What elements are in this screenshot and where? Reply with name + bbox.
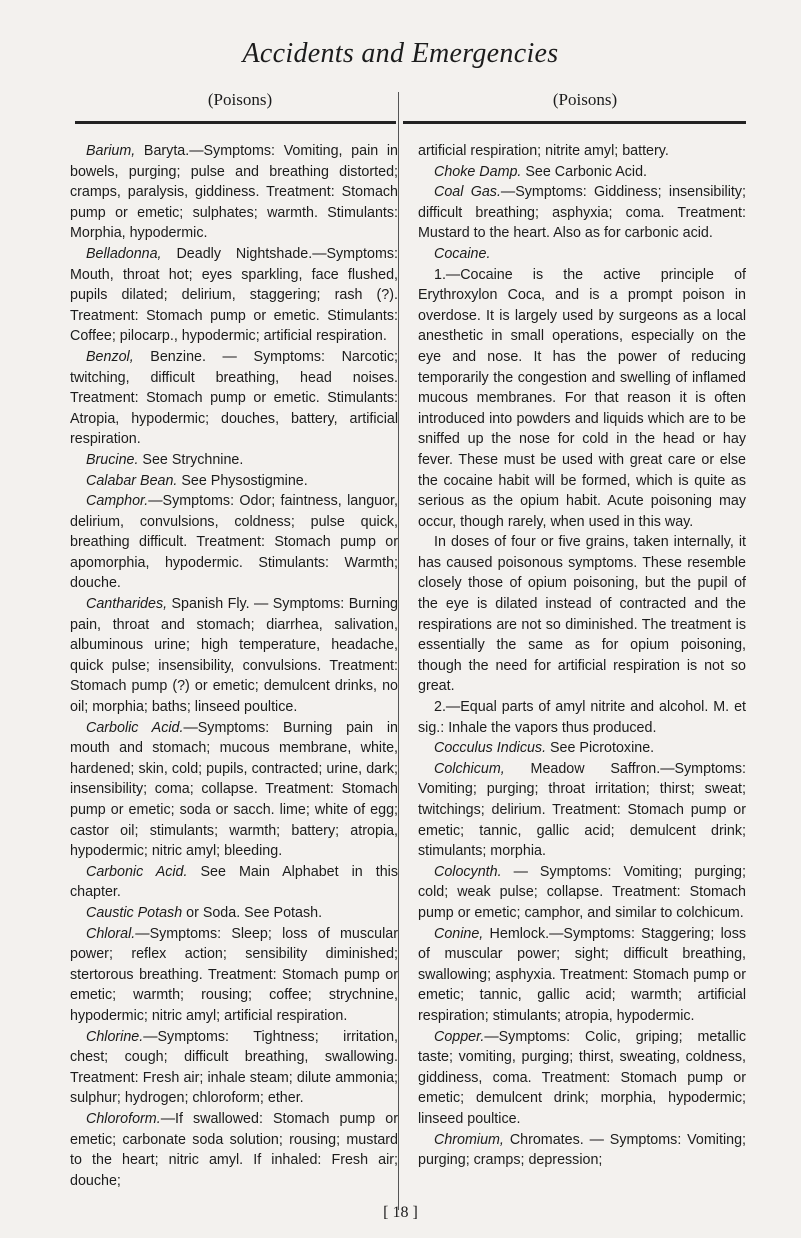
right-heading-rule — [403, 121, 746, 124]
entry-text: artificial respiration; nitrite amyl; battery. — [418, 143, 669, 159]
entry-text: See Strychnine. — [138, 451, 244, 468]
entry-text: —Symptoms: Burning pain in mouth and stomach; mucous membrane, white, hardened; skin, cold; pupils, contracted; urine, dark; insensibility; coma; collapse. Treatment: Stomach pump or emetic; soda or sacch. lime; white of egg; castor oil; stimulants; warmth; battery; atropia, hypodermic; nitric amyl; bleeding. — [70, 719, 398, 860]
poison-entry — [418, 244, 746, 265]
entry-text: Deadly Nightshade.—Symptoms: Mouth, throat hot; eyes sparkling, face flushed, pupils dilated; delirium, staggering; rash (?). Treatment: Stomach pump or emetic. Stimulants: Coffee; pilocarp., hypodermic; artificial respiration. — [70, 245, 398, 345]
entry-term: Cocculus Indicus. — [434, 740, 547, 757]
poison-entry — [418, 182, 746, 244]
entry-text: See Physostigmine. — [177, 472, 308, 489]
poison-entry — [418, 162, 746, 183]
entry-term: Chloroform. — [86, 1110, 161, 1127]
page-title: Accidents and Emergencies — [242, 38, 559, 69]
poison-entry — [70, 141, 398, 244]
poison-entry — [70, 903, 398, 924]
entry-term: Chloral. — [86, 925, 136, 942]
poison-entry — [70, 924, 398, 1027]
entry-text: — Symptoms: Vomiting; purging; cold; weak pulse; collapse. Treatment: Stomach pump or emetic; camphor, and similar to colchicum. — [418, 863, 746, 921]
poison-entry — [70, 347, 398, 450]
left-column — [70, 141, 398, 1191]
entry-text: —Symptoms: Colic, griping; metallic taste; vomiting, purging; thirst, sweating, coldness, giddiness, coma. Treatment: Stomach pump or emetic; demulcent drink; morphia, hypodermic; linseed poultice. — [418, 1028, 746, 1127]
entry-term: Benzol, — [86, 348, 134, 365]
poison-entry — [70, 1027, 398, 1109]
column-divider — [398, 92, 399, 1210]
entry-text: Hemlock.—Symptoms: Staggering; loss of muscular power; sight; difficult breathing, swallowing; asphyxia. Treatment: Stomach pump or emetic; tannic, gallic acid; warmth; artificial respiration; stimulants; atropia, hypodermic. — [418, 925, 746, 1024]
entry-text: See Carbonic Acid. — [521, 163, 647, 180]
entry-term: Carbolic Acid. — [86, 719, 184, 736]
left-column-heading: (Poisons) — [207, 90, 273, 109]
poison-entry — [70, 471, 398, 492]
entry-term: Chromium, — [434, 1131, 504, 1148]
entry-text: Chromates. — Symptoms: Vomiting; purging; cramps; depression; — [418, 1131, 746, 1169]
poison-entry — [418, 141, 746, 162]
entry-term: Choke Damp. — [434, 163, 522, 180]
entry-text: See Main Alphabet in this chapter. — [70, 863, 398, 901]
poison-entry — [418, 738, 746, 759]
entry-text: —Symptoms: Sleep; loss of muscular power; reflex action; sensibility diminished; stertorous breathing. Treatment: Stomach pump or emetic; warmth; rousing; coffee; strychnine, hypodermic; nitric amyl; artificial respiration. — [70, 925, 398, 1024]
entry-text: See Picrotoxine. — [546, 740, 655, 757]
poison-entry — [418, 265, 746, 533]
entry-term: Copper. — [434, 1028, 485, 1045]
entry-text: —Symptoms: Tightness; irritation, chest; cough; difficult breathing, swallowing. Treatment: Fresh air; inhale steam; dilute ammonia; sulphur; hydrogen; chloroform; ether. — [70, 1028, 398, 1107]
right-column — [418, 141, 746, 1171]
entry-term: Camphor. — [86, 493, 149, 510]
page-number: [ 18 ] — [383, 1204, 418, 1221]
entry-term: Calabar Bean. — [86, 472, 178, 489]
poison-entry — [418, 759, 746, 862]
right-column-heading: (Poisons) — [552, 90, 618, 109]
poison-entry — [70, 1109, 398, 1191]
entry-term: Belladonna, — [86, 245, 162, 262]
entry-text: Meadow Saffron.—Symptoms: Vomiting; purging; throat irritation; thirst; sweat; twitchings; delirium. Treatment: Stomach pump or emetic; tannic, gallic acid; demulcent drink; stimulants; morphia. — [418, 760, 746, 860]
entry-term: Coal Gas. — [434, 184, 501, 201]
entry-text: Baryta.—Symptoms: Vomiting, pain in bowels, purging; pulse and breathing distorted; cramps, paralysis, giddiness. Treatment: Stomach pump or emetic; sulphates; warmth. Stimulants: Morphia, hypodermic. — [70, 143, 398, 242]
entry-term: Cocaine. — [434, 245, 491, 262]
entry-term: Chlorine. — [86, 1028, 144, 1045]
poison-entry — [418, 1027, 746, 1130]
entry-text: Spanish Fly. — Symptoms: Burning pain, throat and stomach; diarrhea, salivation, albuminous urine; high temperature, headache, quick pulse; insensibility, convulsions. Treatment: Stomach pump (?) or emetic; demulcent drinks, no oil; morphia; baths; linseed poultice. — [70, 596, 398, 716]
poison-entry — [418, 924, 746, 1027]
poison-entry — [418, 697, 746, 738]
poison-entry — [418, 862, 746, 924]
entry-term: Cantharides, — [86, 596, 168, 613]
poison-entry — [70, 718, 398, 862]
entry-term: Colchicum, — [434, 760, 505, 777]
entry-term: Brucine. — [86, 451, 139, 468]
entry-term: Barium, — [86, 143, 136, 159]
entry-term: Caustic Potash — [86, 904, 183, 921]
entry-text: In doses of four or five grains, taken internally, it has caused poisonous symptoms. These resemble closely those of opium poisoning, but the pupil of the eye is dilated instead of contracted and the respirations are not so diminished. The treatment is essentially the same as for opium poisoning, though the need for artificial respiration is not so great. — [418, 534, 746, 695]
entry-text: Benzine. — Symptoms: Narcotic; twitching, difficult breathing, head noises. Treatment: Stomach pump or emetic. Stimulants: Atropia, hypodermic; douches, battery, artificial respiration. — [70, 348, 398, 448]
entry-text: —If swallowed: Stomach pump or emetic; carbonate soda solution; rousing; mustard to the heart; nitric amyl. If inhaled: Fresh air; douche; — [70, 1110, 398, 1189]
entry-text: —Symptoms: Giddiness; insensibility; difficult breathing; asphyxia; coma. Treatment: Mustard to the heart. Also as for carbonic acid. — [418, 184, 746, 242]
entry-term: Conine, — [434, 925, 484, 942]
entry-text: 2.—Equal parts of amyl nitrite and alcohol. M. et sig.: Inhale the vapors thus produced. — [418, 699, 746, 736]
poison-entry — [70, 862, 398, 903]
entry-text: or Soda. See Potash. — [182, 904, 323, 921]
entry-term: Carbonic Acid. — [86, 863, 188, 880]
entry-text: 1.—Cocaine is the active principle of Erythroxylon Coca, and is a prompt poison in overdose. It is largely used by surgeons as a local anesthetic in small operations, especially on the eye and nose. It has the power of reducing temporarily the congestion and swelling of inflamed mucous membranes. For that reason it is often introduced into powders and liquids which are to be sniffed up the nose for cold in the head or hay fever. These must be used with great care or else the cocaine habit will be formed, which is quite as serious as the opium habit. Acute poisoning may occur, though rarely, when used in this way. — [418, 266, 746, 530]
poison-entry — [70, 594, 398, 718]
poison-entry — [418, 532, 746, 697]
poison-entry — [70, 244, 398, 347]
poison-entry — [70, 491, 398, 594]
entry-term: Colocynth. — [434, 863, 502, 880]
left-heading-rule — [75, 121, 396, 124]
entry-text: —Symptoms: Odor; faintness, languor, delirium, convulsions, coldness; pulse quick, breathing difficult. Treatment: Stomach pump or apomorphia, hypodermic. Stimulants: Warmth; douche. — [70, 493, 398, 592]
poison-entry — [418, 1130, 746, 1171]
poison-entry — [70, 450, 398, 471]
